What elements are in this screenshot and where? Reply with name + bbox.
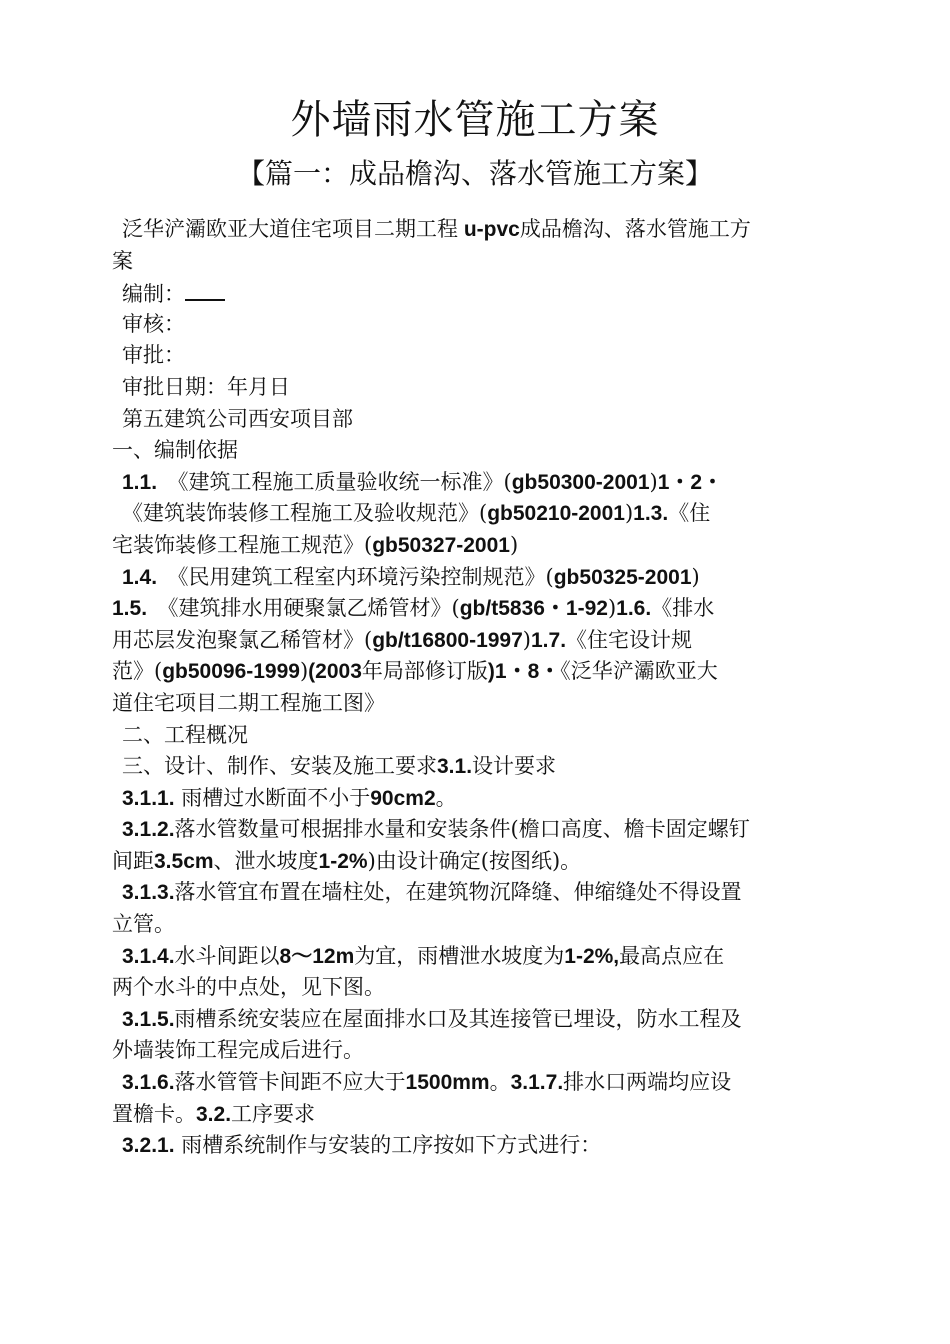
text-segment: 《泛华浐灞欧亚大 — [560, 659, 718, 684]
text-line — [112, 972, 832, 1004]
text-segment: gb/t5836・1-92 — [459, 597, 608, 621]
text-segment: 审批： — [122, 343, 185, 368]
text-segment: 《排水 — [651, 596, 715, 621]
text-segment: ) — [607, 596, 617, 621]
text-segment: )由设计确定(按图纸)。 — [367, 848, 582, 873]
text-segment: 二、工程概况 — [122, 722, 248, 747]
text-segment: 间距 — [112, 848, 154, 873]
text-segment: 3.5cm — [154, 849, 214, 873]
text-segment: 最高点应在 — [619, 943, 725, 968]
text-line — [112, 435, 832, 467]
text-segment: 1.3. — [633, 502, 669, 526]
text-segment: ) — [509, 532, 519, 557]
text-line — [112, 309, 832, 341]
text-segment: 3.1.4. — [122, 944, 175, 968]
text-segment: 3.2. — [196, 1102, 232, 1126]
text-segment: 90cm2 — [370, 786, 436, 810]
text-segment: ) — [522, 627, 531, 652]
text-segment: 案 — [112, 248, 133, 273]
page-subtitle: 【篇一：成品檐沟、落水管施工方案】 — [236, 157, 713, 190]
blank-underline — [185, 277, 225, 301]
text-segment: 雨槽系统制作与安装的工序按如下方式进行： — [174, 1133, 602, 1158]
text-segment: 3.1.7. — [510, 1071, 564, 1095]
text-segment: 。 — [435, 785, 457, 810]
text-segment: ) — [487, 660, 495, 684]
text-segment: 工序要求 — [231, 1101, 316, 1126]
text-line — [112, 340, 832, 372]
text-segment: 为宜，雨槽泄水坡度为 — [354, 943, 565, 968]
text-segment: ) — [691, 564, 700, 589]
text-segment: 《建筑装饰装修工程施工及验收规范》( — [122, 501, 488, 526]
text-line — [112, 498, 832, 530]
text-segment: 1-2%, — [564, 944, 620, 968]
text-segment: ) — [649, 469, 658, 494]
text-segment: 1500mm — [405, 1071, 490, 1095]
text-line — [112, 877, 832, 909]
text-line — [112, 783, 832, 815]
text-line — [112, 372, 832, 404]
text-segment: 编制： — [122, 282, 185, 307]
text-segment: 一、编制依据 — [112, 438, 238, 463]
text-line — [112, 246, 832, 278]
text-line — [112, 941, 832, 973]
text-segment: 审核： — [122, 311, 185, 336]
text-segment: 年局部修订版 — [361, 659, 488, 684]
text-segment: 《建筑排水用硬聚氯乙烯管材》( — [147, 596, 460, 621]
text-line — [112, 814, 832, 846]
text-segment: (2003 — [308, 660, 362, 684]
text-segment: 《住宅设计规 — [566, 627, 693, 652]
text-segment: 《民用建筑工程室内环境污染控制规范》( — [157, 564, 554, 589]
text-segment: 用芯层发泡聚氯乙稀管材》( — [112, 627, 373, 652]
text-line — [112, 1035, 832, 1067]
text-segment: gb/t16800-1997 — [372, 628, 523, 652]
text-line — [112, 1130, 832, 1162]
text-segment: gb50325-2001 — [553, 565, 692, 589]
text-segment: 第五建筑公司西安项目部 — [122, 406, 353, 431]
text-segment: 宅装饰装修工程施工规范》( — [112, 532, 373, 557]
text-segment: u-pvc — [458, 218, 520, 241]
text-line — [112, 1067, 832, 1099]
document-body — [112, 214, 832, 1162]
text-segment: 8～12m — [279, 944, 355, 968]
text-line — [112, 656, 832, 688]
text-segment: 1.7. — [531, 628, 567, 652]
text-segment: gb50327-2001 — [372, 533, 510, 557]
text-line — [112, 562, 832, 594]
text-segment: 3.2.1. — [122, 1134, 175, 1158]
text-segment: 3.1.6. — [122, 1071, 175, 1095]
text-segment: ) — [299, 659, 309, 684]
page-title: 外墙雨水管施工方案 — [290, 97, 660, 143]
text-segment: 道住宅项目二期工程施工图》 — [112, 690, 385, 715]
text-line — [112, 720, 832, 752]
text-segment: 雨槽系统安装应在屋面排水口及其连接管已埋设，防水工程及 — [174, 1006, 742, 1031]
text-segment: 两个水斗的中点处，见下图。 — [112, 975, 385, 1000]
text-segment: 、泄水坡度 — [213, 848, 319, 873]
text-line — [112, 1004, 832, 1036]
text-segment: 落水管管卡间距不应大于 — [174, 1070, 406, 1095]
text-segment: gb50210-2001 — [487, 502, 625, 526]
text-line — [112, 467, 832, 499]
text-segment: ) — [624, 501, 634, 526]
text-line — [112, 688, 832, 720]
text-line — [112, 1099, 832, 1131]
text-segment: gb50096-1999 — [162, 660, 300, 684]
text-segment: 立管。 — [112, 912, 175, 937]
text-segment: 3.1.1. — [122, 786, 175, 810]
text-line — [112, 593, 832, 625]
text-segment: 1.1. — [122, 470, 158, 494]
text-segment: 落水管数量可根据排水量和安装条件(檐口高度、檐卡固定螺钉 — [174, 817, 750, 842]
text-segment: 范》( — [112, 659, 163, 684]
text-line — [112, 625, 832, 657]
text-segment: 3.1.5. — [122, 1007, 175, 1031]
text-segment: 1-2% — [318, 849, 368, 873]
text-segment: 。 — [489, 1070, 511, 1095]
text-segment: 1.6. — [616, 597, 652, 621]
text-segment: 外墙装饰工程完成后进行。 — [112, 1038, 364, 1063]
text-segment: 设计要求 — [472, 754, 557, 779]
text-segment: 3.1.2. — [122, 818, 175, 842]
text-segment: 落水管宜布置在墙柱处，在建筑物沉降缝、伸缩缝处不得设置 — [174, 880, 742, 905]
text-line — [112, 277, 832, 309]
text-segment: 《住 — [668, 501, 711, 526]
text-segment: 泛华浐灞欧亚大道住宅项目二期工程 — [122, 217, 458, 241]
text-segment: 1・8・ — [494, 660, 561, 684]
text-segment: 3.1. — [437, 755, 473, 779]
text-line — [112, 909, 832, 941]
text-segment: 成品檐沟、落水管施工方 — [519, 217, 751, 241]
text-line — [112, 404, 832, 436]
text-segment: 置檐卡。 — [112, 1101, 196, 1126]
text-segment: 三、设计、制作、安装及施工要求 — [122, 754, 437, 779]
text-segment: 3.1.3. — [122, 881, 175, 905]
text-segment: 水斗间距以 — [174, 943, 280, 968]
text-line — [112, 846, 832, 878]
text-segment: 审批日期：年月日 — [122, 374, 290, 399]
text-segment: 1.4. — [122, 565, 158, 589]
text-segment: 1.5. — [112, 597, 148, 621]
text-segment: 1・2・ — [657, 470, 724, 494]
text-segment: gb50300-2001 — [511, 470, 650, 494]
text-segment: 《建筑工程施工质量验收统一标准》( — [157, 469, 512, 494]
text-line — [112, 751, 832, 783]
text-line — [112, 530, 832, 562]
text-segment: 排水口两端均应设 — [563, 1070, 732, 1095]
text-segment: 雨槽过水断面不小于 — [174, 785, 371, 810]
text-line — [112, 214, 832, 246]
